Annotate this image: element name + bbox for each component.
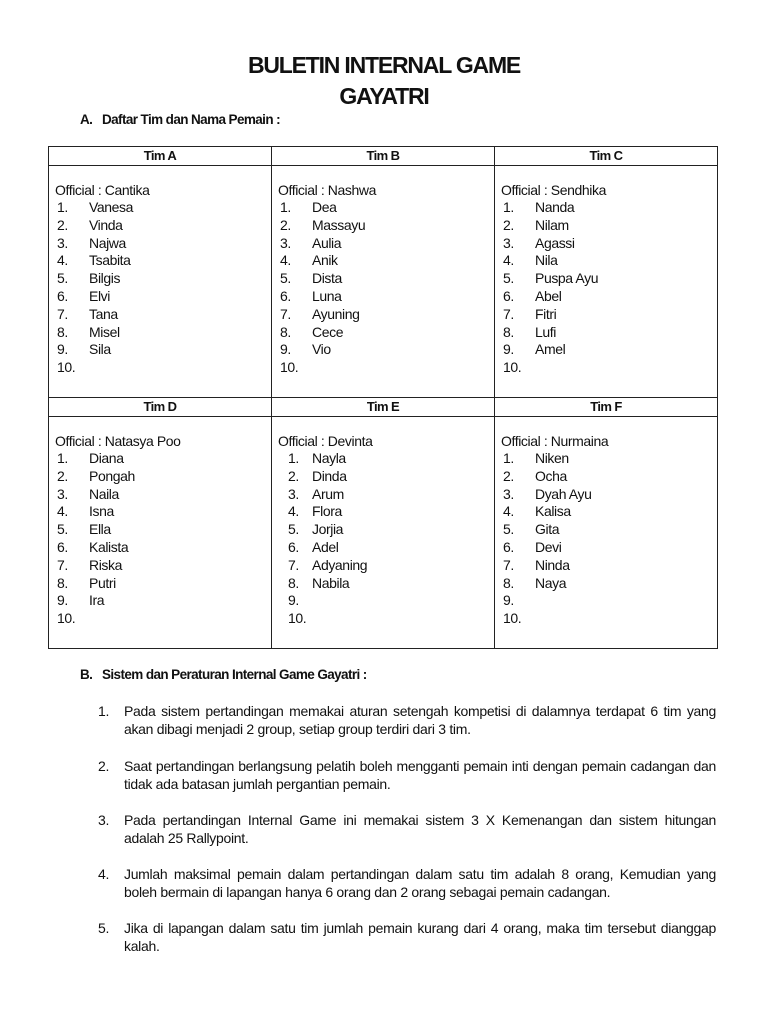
player-name: Dea xyxy=(312,199,337,215)
player-number: 5. xyxy=(288,521,299,538)
rules-list xyxy=(98,700,716,955)
player-name: Ira xyxy=(89,592,105,609)
player-item xyxy=(278,468,488,486)
player-item xyxy=(55,486,265,504)
player-item xyxy=(55,557,265,575)
team-cell xyxy=(495,166,718,398)
player-number: 6. xyxy=(57,287,68,304)
player-name: Jorjia xyxy=(312,521,344,538)
player-name: Naila xyxy=(89,485,119,502)
rule-number: 1. xyxy=(98,703,110,719)
player-item xyxy=(278,199,488,217)
player-number: 10. xyxy=(503,359,522,376)
player-item xyxy=(55,341,265,359)
team-official: Official : Natasya Poo xyxy=(55,433,181,449)
player-list xyxy=(278,450,488,628)
document-title-line-1: BULETIN INTERNAL GAME xyxy=(247,52,521,78)
team-header: Tim E xyxy=(272,398,495,417)
player-item xyxy=(501,557,711,575)
section-b-title: Sistem dan Peraturan Internal Game Gayatri : xyxy=(102,667,367,682)
player-name: Flora xyxy=(312,503,342,520)
player-number: 9. xyxy=(57,592,68,609)
player-number: 5. xyxy=(280,270,291,287)
player-item xyxy=(55,610,265,628)
player-item xyxy=(55,199,265,217)
player-number: 8. xyxy=(503,574,514,591)
player-item xyxy=(501,521,711,539)
player-number: 1. xyxy=(503,199,514,215)
player-name: Niken xyxy=(535,450,569,466)
team-cell xyxy=(49,417,272,649)
player-number: 3. xyxy=(280,234,291,251)
team-cell xyxy=(272,417,495,649)
player-number: 6. xyxy=(503,287,514,304)
player-number: 2. xyxy=(288,467,299,484)
player-name: Adel xyxy=(312,538,339,555)
player-name: Vinda xyxy=(89,216,123,233)
player-name: Luna xyxy=(312,287,342,304)
player-name: Nabila xyxy=(312,574,350,591)
player-name: Fitri xyxy=(535,305,557,322)
player-item xyxy=(55,503,265,521)
player-item xyxy=(501,306,711,324)
rule-text: Pada pertandingan Internal Game ini memakai sistem 3 X Kemenangan dan sistem hitungan adalah 25 Rallypoint. xyxy=(124,812,716,846)
player-number: 8. xyxy=(57,574,68,591)
player-item xyxy=(55,450,265,468)
player-number: 6. xyxy=(57,538,68,555)
player-item xyxy=(278,288,488,306)
player-number: 4. xyxy=(288,503,299,520)
team-header: Tim F xyxy=(495,398,718,417)
player-name: Putri xyxy=(89,574,116,591)
player-number: 2. xyxy=(503,216,514,233)
player-number: 7. xyxy=(503,305,514,322)
player-item xyxy=(501,235,711,253)
player-item xyxy=(501,217,711,235)
player-number: 9. xyxy=(280,341,291,358)
player-item xyxy=(55,235,265,253)
rule-number: 2. xyxy=(98,758,110,774)
player-name: Ninda xyxy=(535,556,570,573)
team-header: Tim B xyxy=(272,147,495,166)
player-item xyxy=(278,306,488,324)
player-number: 4. xyxy=(503,252,514,269)
player-item xyxy=(55,306,265,324)
player-number: 6. xyxy=(288,538,299,555)
player-item xyxy=(278,235,488,253)
player-number: 8. xyxy=(57,323,68,340)
teams-header-row xyxy=(49,398,718,417)
player-name: Pongah xyxy=(89,467,135,484)
player-name: Tana xyxy=(89,305,118,322)
rule-number: 3. xyxy=(98,812,110,828)
rule-item xyxy=(98,757,716,793)
player-item xyxy=(501,575,711,593)
teams-header-row xyxy=(49,147,718,166)
player-number: 8. xyxy=(503,323,514,340)
player-number: 4. xyxy=(57,503,68,520)
player-number: 1. xyxy=(57,450,68,466)
player-item xyxy=(278,539,488,557)
section-b-label: B. xyxy=(80,667,93,682)
player-number: 3. xyxy=(57,485,68,502)
player-name: Aulia xyxy=(312,234,342,251)
player-item xyxy=(501,610,711,628)
rule-item xyxy=(98,702,716,738)
player-item xyxy=(501,359,711,377)
player-number: 2. xyxy=(57,216,68,233)
player-item xyxy=(278,557,488,575)
player-number: 7. xyxy=(280,305,291,322)
player-number: 10. xyxy=(57,610,76,627)
team-header: Tim C xyxy=(495,147,718,166)
team-header: Tim D xyxy=(49,398,272,417)
player-number: 6. xyxy=(280,287,291,304)
player-list xyxy=(501,199,711,377)
rule-text: Jika di lapangan dalam satu tim jumlah pemain kurang dari 4 orang, maka tim tersebut dianggap kalah. xyxy=(124,920,716,954)
player-item xyxy=(55,324,265,342)
player-number: 4. xyxy=(503,503,514,520)
team-official: Official : Nashwa xyxy=(278,182,376,198)
player-name: Elvi xyxy=(89,287,110,304)
teams-row xyxy=(49,166,718,398)
player-number: 3. xyxy=(57,234,68,251)
player-item xyxy=(278,521,488,539)
player-name: Agassi xyxy=(535,234,575,251)
player-item xyxy=(501,539,711,557)
player-item xyxy=(501,199,711,217)
player-list xyxy=(501,450,711,628)
player-number: 10. xyxy=(288,610,307,627)
section-a-label: A. xyxy=(80,112,93,127)
player-item xyxy=(278,252,488,270)
player-number: 10. xyxy=(57,359,76,376)
player-number: 3. xyxy=(503,485,514,502)
player-name: Puspa Ayu xyxy=(535,270,599,287)
player-number: 5. xyxy=(57,270,68,287)
player-name: Sila xyxy=(89,341,111,358)
player-name: Kalista xyxy=(89,538,129,555)
player-item xyxy=(55,252,265,270)
player-name: Nila xyxy=(535,252,558,269)
player-item xyxy=(278,450,488,468)
player-item xyxy=(55,270,265,288)
player-name: Ella xyxy=(89,521,111,538)
player-number: 2. xyxy=(280,216,291,233)
player-item xyxy=(501,324,711,342)
player-item xyxy=(278,592,488,610)
player-name: Nayla xyxy=(312,450,346,466)
player-number: 1. xyxy=(57,199,68,215)
player-number: 9. xyxy=(57,341,68,358)
player-item xyxy=(501,450,711,468)
player-number: 5. xyxy=(503,270,514,287)
player-name: Amel xyxy=(535,341,566,358)
player-name: Adyaning xyxy=(312,556,368,573)
player-name: Abel xyxy=(535,287,562,304)
player-item xyxy=(55,359,265,377)
player-item xyxy=(278,324,488,342)
player-number: 5. xyxy=(57,521,68,538)
player-name: Arum xyxy=(312,485,344,502)
player-item xyxy=(501,592,711,610)
section-a-heading xyxy=(80,112,280,127)
player-number: 8. xyxy=(280,323,291,340)
document-title-line-2: GAYATRI xyxy=(339,83,429,109)
player-number: 9. xyxy=(503,592,514,609)
player-item xyxy=(278,575,488,593)
team-official: Official : Cantika xyxy=(55,182,150,198)
player-name: Bilgis xyxy=(89,270,121,287)
player-number: 9. xyxy=(503,341,514,358)
player-name: Riska xyxy=(89,556,123,573)
player-item xyxy=(501,341,711,359)
player-name: Tsabita xyxy=(89,252,131,269)
player-item xyxy=(55,288,265,306)
rule-text: Jumlah maksimal pemain dalam pertandingan dalam satu tim adalah 8 orang, Kemudian yang boleh bermain di lapangan hanya 6 orang dan 2 orang sebagai pemain cadangan. xyxy=(124,866,716,900)
player-item xyxy=(55,521,265,539)
player-name: Kalisa xyxy=(535,503,571,520)
team-official: Official : Sendhika xyxy=(501,182,606,198)
player-name: Dyah Ayu xyxy=(535,485,592,502)
team-cell xyxy=(495,417,718,649)
player-name: Vio xyxy=(312,341,331,358)
player-number: 7. xyxy=(57,556,68,573)
player-name: Diana xyxy=(89,450,124,466)
player-number: 6. xyxy=(503,538,514,555)
player-name: Vanesa xyxy=(89,199,134,215)
rule-number: 5. xyxy=(98,920,110,936)
player-name: Nilam xyxy=(535,216,569,233)
player-number: 10. xyxy=(280,359,299,376)
player-name: Najwa xyxy=(89,234,126,251)
player-name: Gita xyxy=(535,521,560,538)
player-list xyxy=(55,199,265,377)
player-item xyxy=(278,359,488,377)
player-list xyxy=(55,450,265,628)
player-number: 8. xyxy=(288,574,299,591)
player-item xyxy=(55,468,265,486)
rule-number: 4. xyxy=(98,866,110,882)
player-item xyxy=(501,486,711,504)
player-name: Naya xyxy=(535,574,567,591)
player-number: 1. xyxy=(288,450,299,466)
player-name: Anik xyxy=(312,252,338,269)
player-name: Nanda xyxy=(535,199,575,215)
player-item xyxy=(501,468,711,486)
team-official: Official : Nurmaina xyxy=(501,433,609,449)
player-item xyxy=(55,575,265,593)
player-item xyxy=(278,341,488,359)
player-item xyxy=(278,610,488,628)
player-number: 4. xyxy=(280,252,291,269)
player-name: Ocha xyxy=(535,467,567,484)
teams-row xyxy=(49,417,718,649)
player-item xyxy=(55,539,265,557)
player-name: Cece xyxy=(312,323,344,340)
player-number: 7. xyxy=(503,556,514,573)
player-number: 2. xyxy=(57,467,68,484)
player-item xyxy=(278,270,488,288)
player-list xyxy=(278,199,488,377)
section-a-title: Daftar Tim dan Nama Pemain : xyxy=(102,112,281,127)
player-number: 9. xyxy=(288,592,299,609)
player-number: 7. xyxy=(288,556,299,573)
rule-item xyxy=(98,919,716,955)
player-item xyxy=(55,217,265,235)
player-item xyxy=(278,503,488,521)
player-number: 5. xyxy=(503,521,514,538)
player-number: 1. xyxy=(503,450,514,466)
player-item xyxy=(55,592,265,610)
rule-item xyxy=(98,865,716,901)
player-number: 3. xyxy=(503,234,514,251)
player-item xyxy=(278,486,488,504)
team-official: Official : Devinta xyxy=(278,433,373,449)
teams-table xyxy=(48,146,718,649)
player-number: 10. xyxy=(503,610,522,627)
player-name: Massayu xyxy=(312,216,366,233)
player-name: Lufi xyxy=(535,323,556,340)
rule-item xyxy=(98,811,716,847)
player-name: Isna xyxy=(89,503,114,520)
player-name: Dinda xyxy=(312,467,347,484)
player-number: 4. xyxy=(57,252,68,269)
player-name: Misel xyxy=(89,323,120,340)
player-item xyxy=(501,270,711,288)
section-b-heading xyxy=(80,667,367,682)
team-cell xyxy=(49,166,272,398)
rule-text: Saat pertandingan berlangsung pelatih boleh mengganti pemain inti dengan pemain cadangan dan tidak ada batasan jumlah pergantian pemain. xyxy=(124,758,716,792)
player-name: Devi xyxy=(535,538,562,555)
player-item xyxy=(501,503,711,521)
player-number: 2. xyxy=(503,467,514,484)
rule-text: Pada sistem pertandingan memakai aturan setengah kompetisi di dalamnya terdapat 6 tim yang akan dibagi menjadi 2 group, setiap group terdiri dari 3 tim. xyxy=(124,703,716,737)
player-number: 1. xyxy=(280,199,291,215)
player-item xyxy=(501,288,711,306)
player-name: Ayuning xyxy=(312,305,360,322)
player-name: Dista xyxy=(312,270,342,287)
player-item xyxy=(501,252,711,270)
team-header: Tim A xyxy=(49,147,272,166)
player-number: 7. xyxy=(57,305,68,322)
player-item xyxy=(278,217,488,235)
team-cell xyxy=(272,166,495,398)
player-number: 3. xyxy=(288,485,299,502)
